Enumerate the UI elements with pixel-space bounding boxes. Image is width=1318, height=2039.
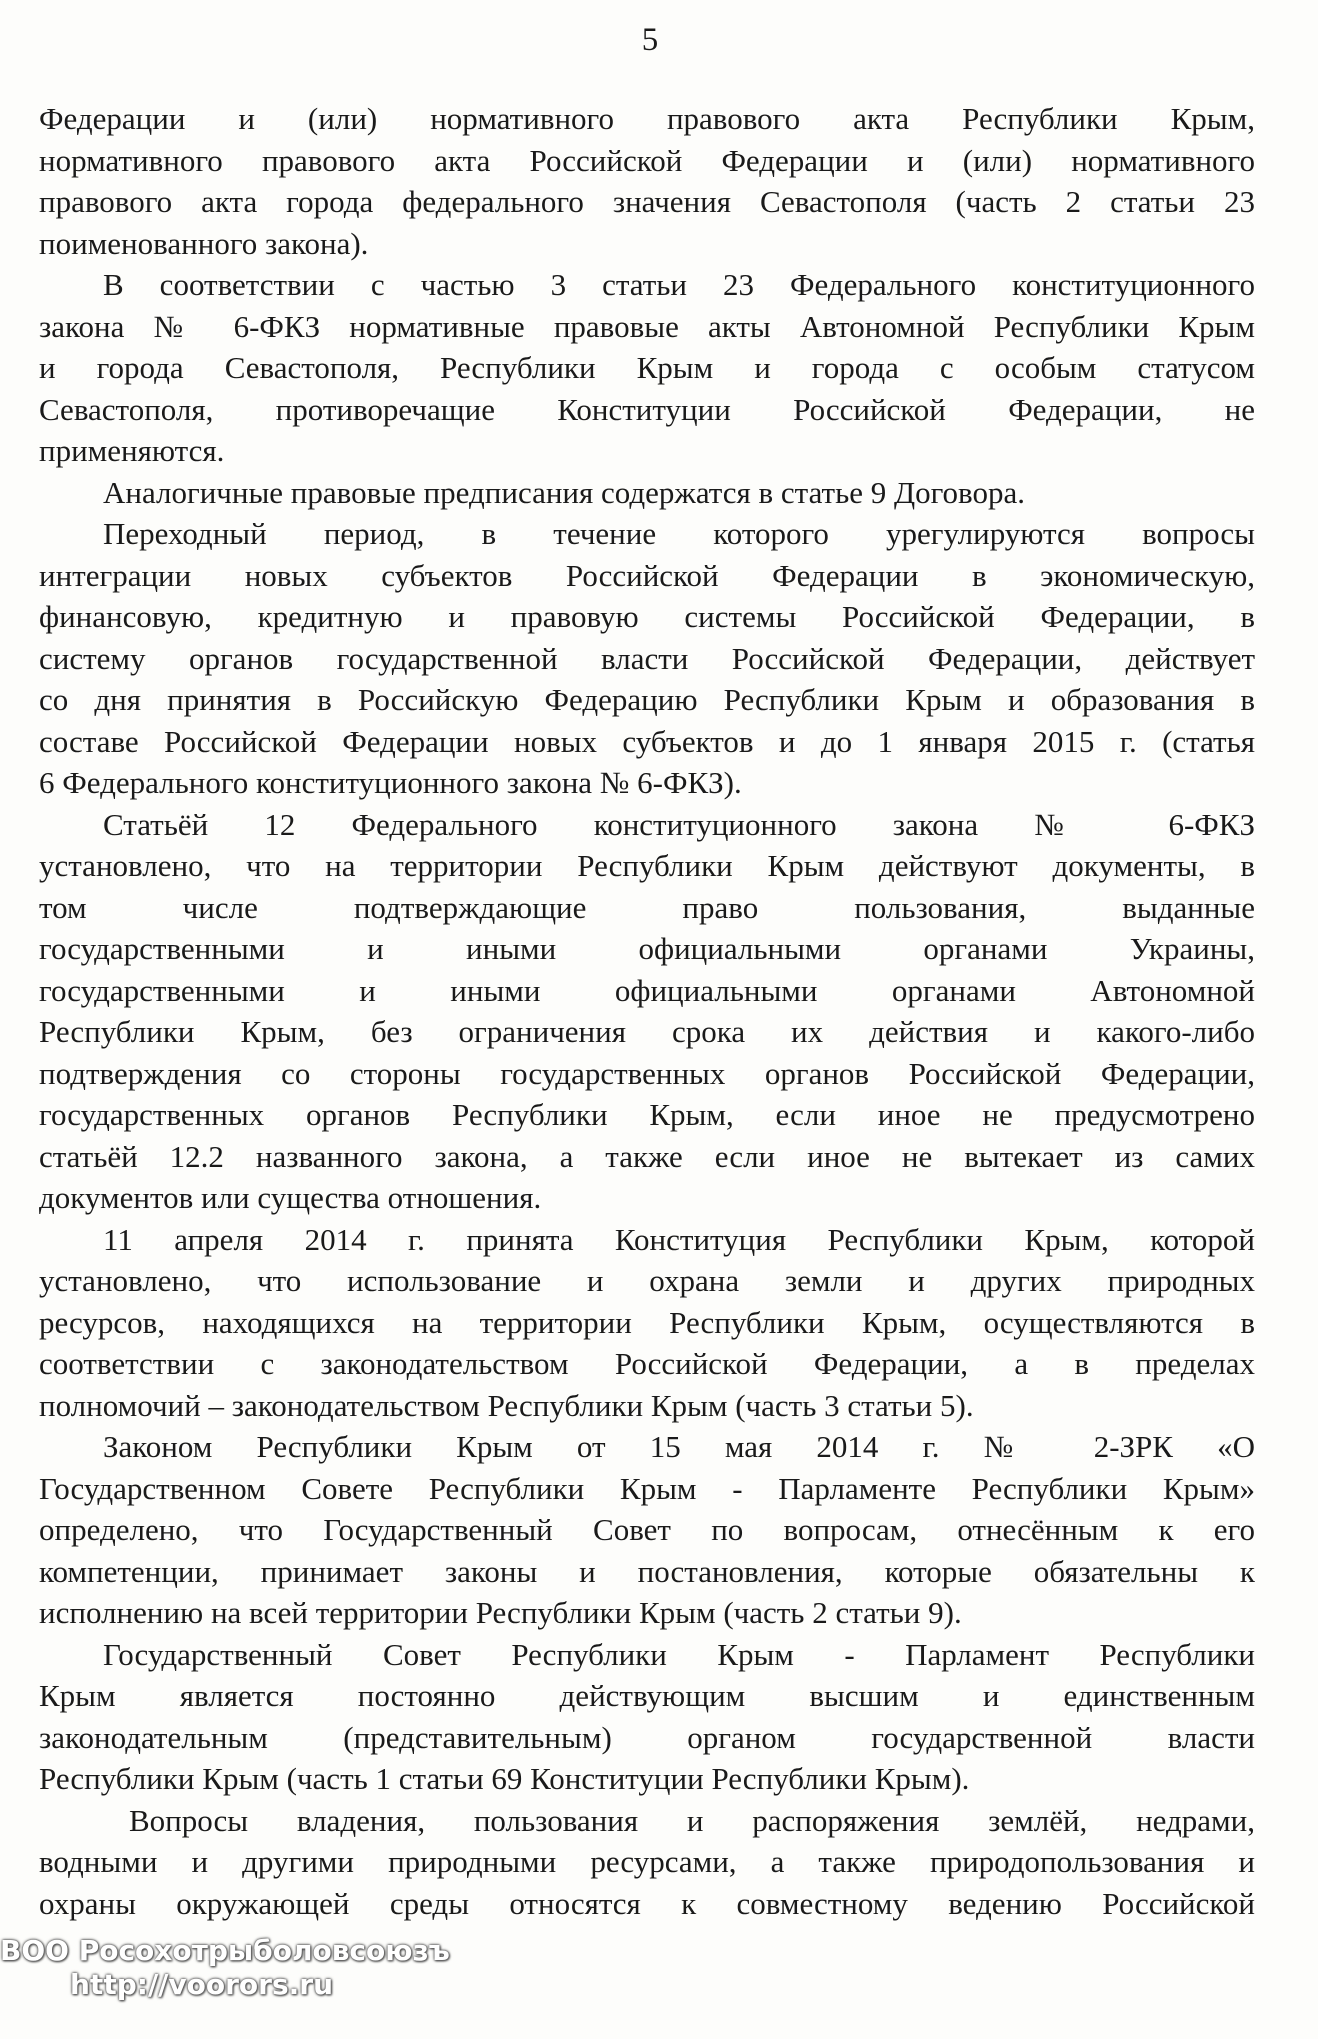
text-line: Республики Крым (часть 1 статьи 69 Конституции Республики Крым). [39,1761,970,1796]
text-line: 6 Федерального конституционного закона № 6-ФКЗ). [39,765,742,800]
text-line: 11 апреля 2014 г. принята Конституция Республики Крым, которой [103,1221,1255,1257]
text-line: Федерации и (или) нормативного правового акта Республики Крым, [39,101,1255,136]
text-line: водными и другими природными ресурсами, а также природопользования и [39,1844,1255,1879]
text-line: Севастополя, противоречащие Конституции Российской Федерации, не [39,391,1255,427]
text-line: Аналогичные правовые предписания содержатся в статье 9 Договора. [103,474,1025,510]
text-line: том числе подтверждающие право пользования, выданные [39,889,1255,925]
text-line: систему органов государственной власти Российской Федерации, действует [39,640,1255,676]
text-line: со дня принятия в Российскую Федерацию Республики Крым и образования в [39,682,1255,717]
text-line: Государственном Совете Республики Крым - Парламенте Республики Крым» [39,1470,1255,1506]
text-line: Республики Крым, без ограничения срока их действия и какого-либо [39,1014,1255,1049]
text-line: государственными и иными официальными органами Украины, [39,931,1255,966]
text-line: ресурсов, находящихся на территории Республики Крым, осуществляются в [39,1304,1255,1340]
text-line: интеграции новых субъектов Российской Федерации в экономическую, [39,557,1255,593]
text-line: статьёй 12.2 названного закона, а также если иное не вытекает из самих [39,1138,1255,1174]
text-line: и города Севастополя, Республики Крым и города с особым статусом [39,350,1255,385]
text-line: правового акта города федерального значения Севастополя (часть 2 статьи 23 [39,184,1255,219]
text-line: поименованного закона). [39,225,369,261]
watermark [0,1934,450,2002]
text-line: нормативного правового акта Российской Федерации и (или) нормативного [39,142,1255,178]
document-body [39,98,1255,1924]
text-line: определено, что Государственный Совет по вопросам, отнесённым к его [39,1512,1255,1547]
text-line: Вопросы владения, пользования и распоряжения землёй, недрами, [129,1802,1255,1838]
text-line: полномочий – законодательством Республики Крым (часть 3 статьи 5). [39,1387,974,1423]
text-line: установлено, что использование и охрана земли и других природных [39,1263,1255,1298]
text-line: государственных органов Республики Крым, если иное не предусмотрено [39,1097,1255,1132]
text-line: Государственный Совет Республики Крым - Парламент Республики [103,1636,1255,1672]
text-line: документов или существа отношения. [39,1180,542,1215]
text-line: подтверждения со стороны государственных органов Российской Федерации, [39,1055,1255,1091]
watermark-url: http://voorors.ru [70,1968,334,2001]
page-number: 5 [641,22,659,58]
text-line: государственными и иными официальными органами Автономной [39,972,1255,1008]
text-line: охраны окружающей среды относятся к совместному ведению Российской [39,1885,1255,1921]
watermark-organization: ВОО Росохотрыболовсоюзъ [0,1934,450,1967]
text-line: компетенции, принимает законы и постановления, которые обязательны к [39,1553,1255,1589]
text-line: финансовую, кредитную и правовую системы Российской Федерации, в [39,599,1255,634]
text-line: применяются. [39,433,225,468]
text-line: исполнению на всей территории Республики Крым (часть 2 статьи 9). [39,1595,962,1630]
text-line: закона № 6-ФКЗ нормативные правовые акты Автономной Республики Крым [39,308,1255,344]
text-line: соответствии с законодательством Российской Федерации, а в пределах [39,1346,1255,1381]
text-line: составе Российской Федерации новых субъектов и до 1 января 2015 г. (статья [39,723,1255,759]
text-line: установлено, что на территории Республики Крым действуют документы, в [39,848,1255,883]
text-line: Переходный период, в течение которого урегулируются вопросы [103,516,1255,551]
text-line: законодательным (представительным) органом государственной власти [39,1719,1255,1755]
text-line: Законом Республики Крым от 15 мая 2014 г. № 2-ЗРК «О [103,1429,1255,1464]
text-line: В соответствии с частью 3 статьи 23 Федерального конституционного [103,267,1255,302]
text-line: Крым является постоянно действующим высшим и единственным [39,1678,1255,1713]
text-line: Статьёй 12 Федерального конституционного закона № 6-ФКЗ [103,806,1255,842]
